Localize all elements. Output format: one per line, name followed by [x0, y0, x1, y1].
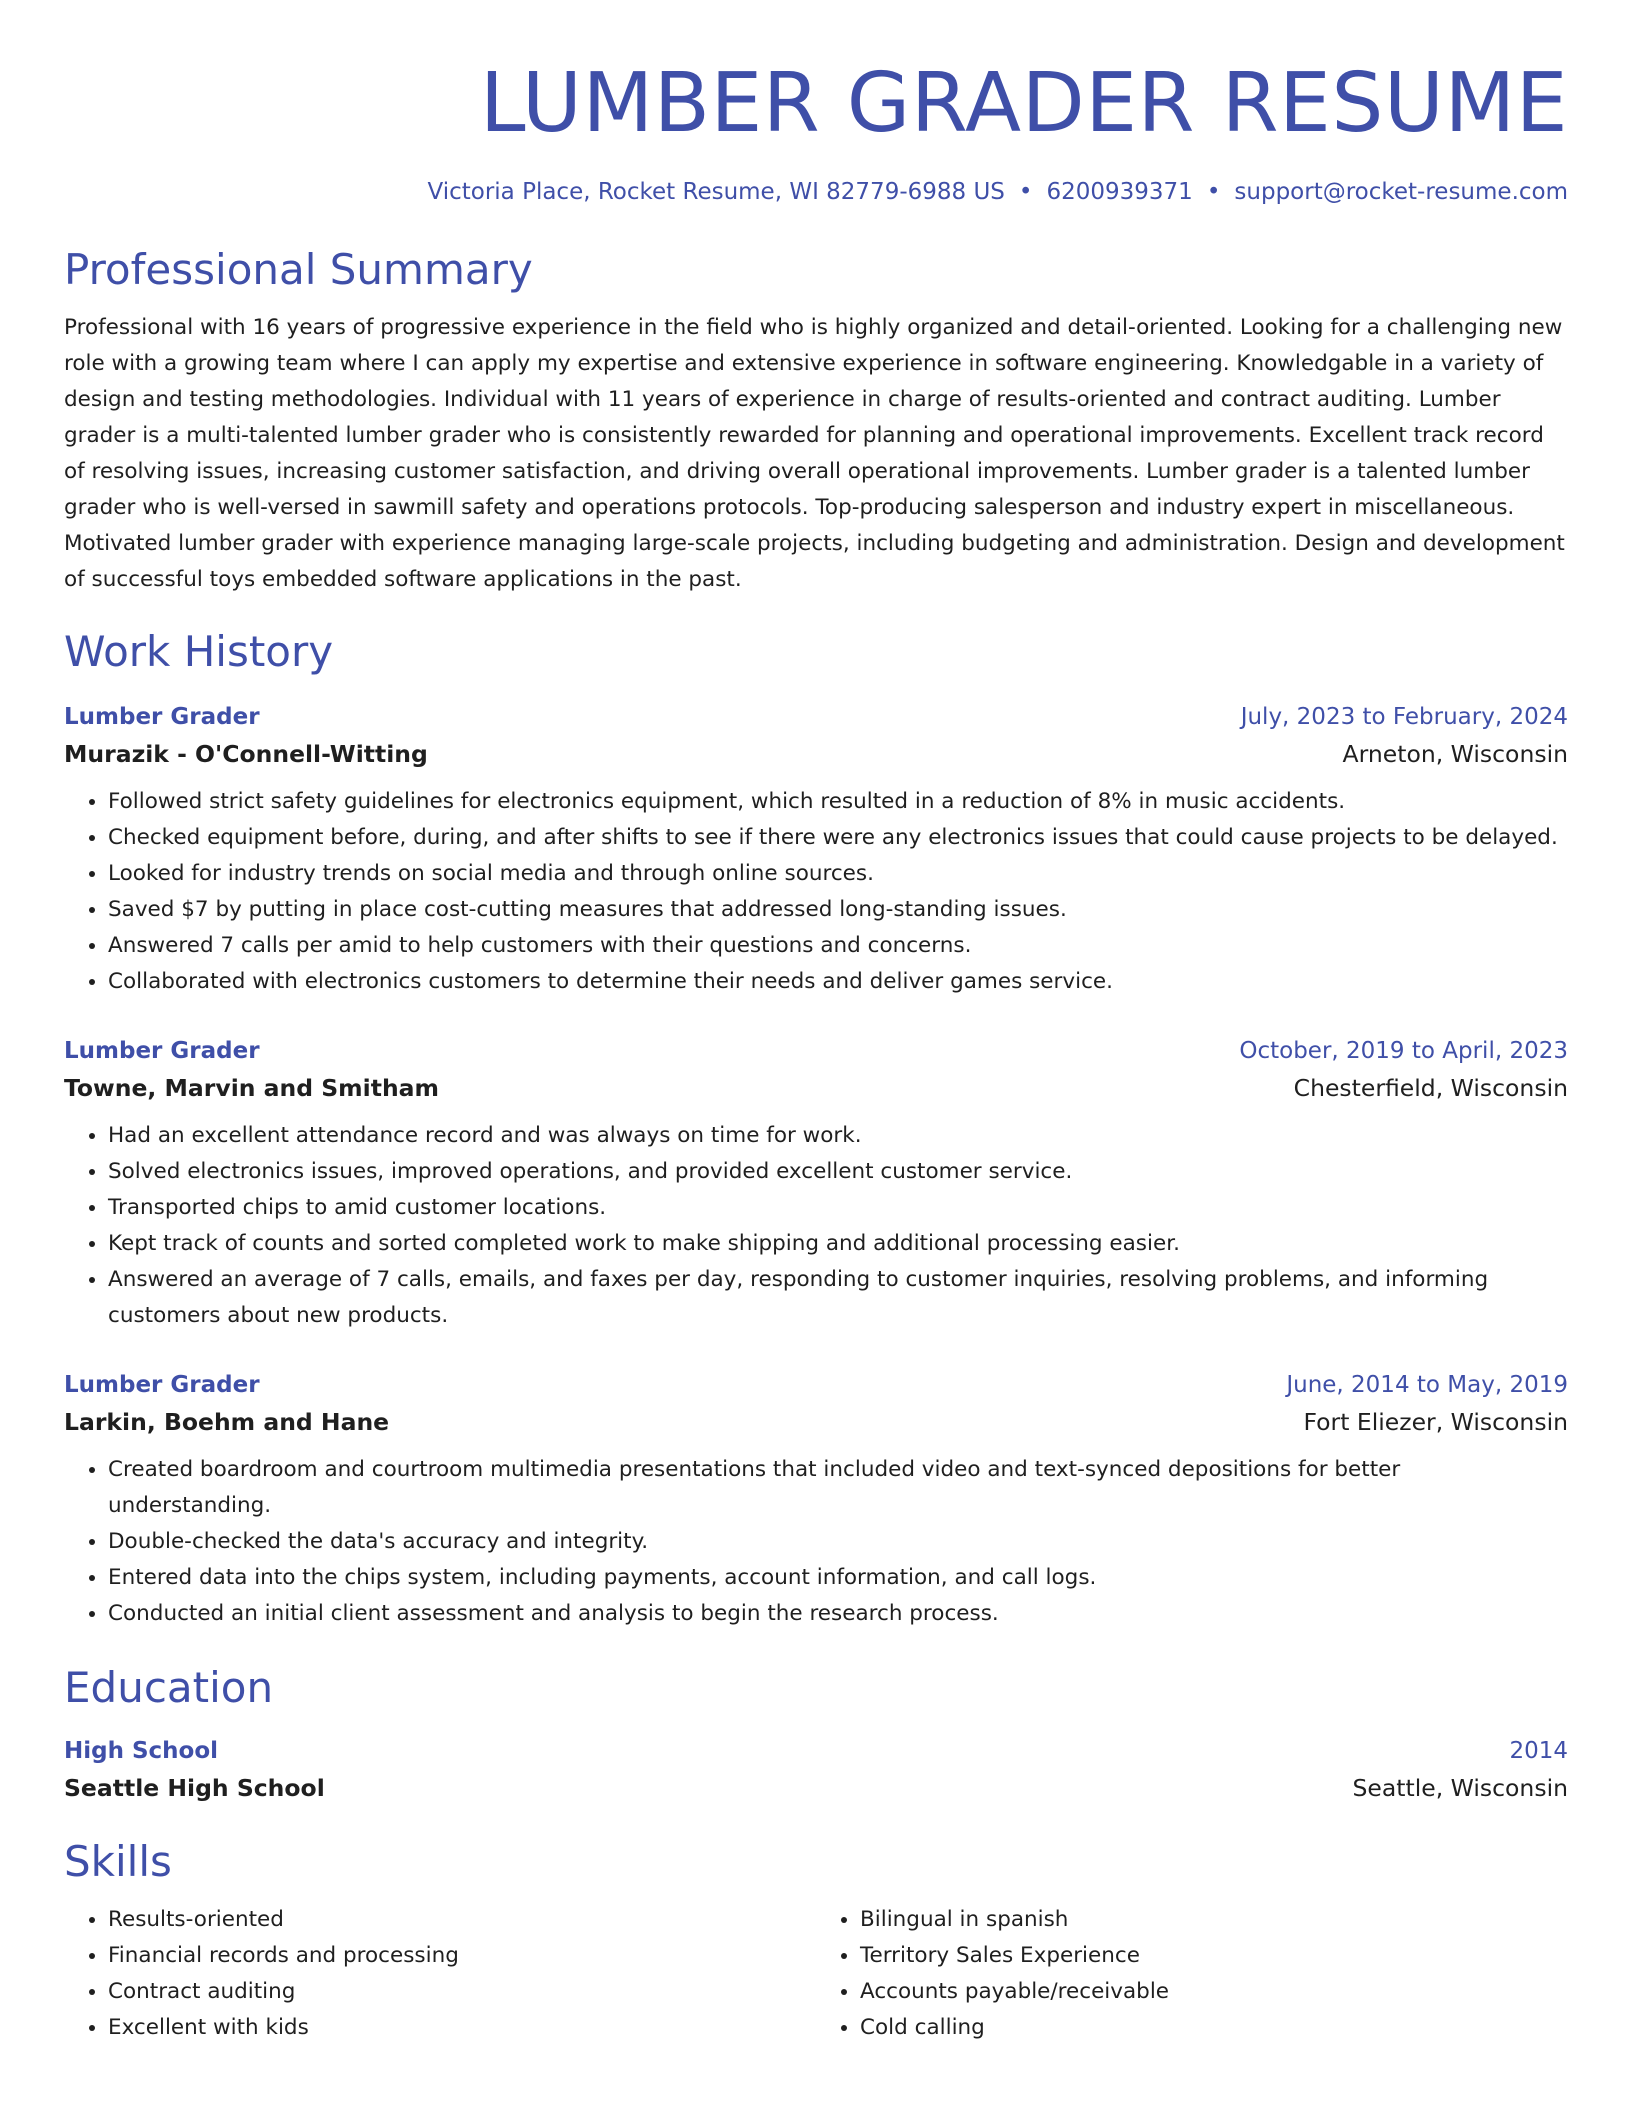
skill-item: • Accounts payable/receivable	[860, 1974, 1568, 2010]
job-role: Lumber Grader	[64, 704, 260, 730]
job-bullet: • Had an excellent attendance record and was always on time for work.	[108, 1118, 1568, 1154]
job-company: Murazik - O'Connell-Witting	[64, 740, 428, 768]
job-dates: June, 2014 to May, 2019	[1286, 1372, 1568, 1398]
skill-item: • Excellent with kids	[108, 2010, 816, 2046]
section-title-education: Education	[64, 1663, 274, 1712]
job-bullet: • Followed strict safety guidelines for electronics equipment, which resulted in a reduction of 8% in music accidents.	[108, 784, 1568, 820]
job-bullets	[64, 1452, 1568, 1632]
job-role: Lumber Grader	[64, 1372, 260, 1398]
resume-header	[64, 54, 1568, 208]
job-bullet: • Solved electronics issues, improved operations, and provided excellent customer service.	[108, 1154, 1568, 1190]
job-bullets	[64, 1118, 1568, 1334]
job-bullets	[64, 784, 1568, 1000]
job-bullet: • Checked equipment before, during, and after shifts to see if there were any electronics issues that could cause projects to be delayed.	[108, 820, 1568, 856]
job-bullet: • Kept track of counts and sorted completed work to make shipping and additional processing easier.	[108, 1226, 1568, 1262]
job-bullet: • Conducted an initial client assessment and analysis to begin the research process.	[108, 1596, 1568, 1632]
skill-item: • Territory Sales Experience	[860, 1938, 1568, 1974]
skills-list	[64, 1902, 1568, 2046]
job-role: Lumber Grader	[64, 1038, 260, 1064]
job-location: Chesterfield, Wisconsin	[1293, 1074, 1568, 1102]
job-bullet: • Entered data into the chips system, including payments, account information, and call logs.	[108, 1560, 1568, 1596]
job-bullet: • Collaborated with electronics customers to determine their needs and deliver games service.	[108, 964, 1568, 1000]
skill-item: • Results-oriented	[108, 1902, 816, 1938]
job-bullet: • Looked for industry trends on social media and through online sources.	[108, 856, 1568, 892]
education-year: 2014	[1509, 1738, 1568, 1764]
job-location: Arneton, Wisconsin	[1342, 740, 1568, 768]
summary-text: Professional with 16 years of progressive experience in the field who is highly organized and detail-oriented. Looking for a challenging new role with a growing team where I can apply my expertise and extensive experience in software engineering. Knowledgable in a variety of design and testing methodologies. Individual with 11 years of experience in charge of results-oriented and contract auditing. Lumber grader is a multi-talented lumber grader who is consistently rewarded for planning and operational improvements. Excellent track record of resolving issues, increasing customer satisfaction, and driving overall operational improvements. Lumber grader is a talented lumber grader who is well-versed in sawmill safety and operations protocols. Top-producing salesperson and industry expert in miscellaneous. Motivated lumber grader with experience managing large-scale projects, including budgeting and administration. Design and development of successful toys embedded software applications in the past.	[64, 315, 1565, 592]
job-entry	[64, 1034, 1568, 1334]
job-company: Larkin, Boehm and Hane	[64, 1408, 390, 1436]
contact-address: Victoria Place, Rocket Resume, WI 82779-6988 US	[427, 179, 1005, 205]
job-dates: July, 2023 to February, 2024	[1240, 704, 1568, 730]
skills-column-left	[64, 1902, 816, 2046]
contact-separator: •	[1018, 179, 1033, 205]
skill-item: • Financial records and processing	[108, 1938, 816, 1974]
contact-separator: •	[1206, 179, 1221, 205]
job-company: Towne, Marvin and Smitham	[64, 1074, 440, 1102]
contact-email: support@rocket-resume.com	[1234, 179, 1568, 205]
skill-item: • Bilingual in spanish	[860, 1902, 1568, 1938]
job-entry	[64, 1368, 1568, 1632]
job-dates: October, 2019 to April, 2023	[1239, 1038, 1568, 1064]
contact-line	[64, 176, 1568, 208]
job-location: Fort Eliezer, Wisconsin	[1303, 1408, 1568, 1436]
job-bullet: • Answered 7 calls per amid to help customers with their questions and concerns.	[108, 928, 1568, 964]
job-entry	[64, 700, 1568, 1000]
skill-item: • Cold calling	[860, 2010, 1568, 2046]
skill-item: • Contract auditing	[108, 1974, 816, 2010]
job-bullet: • Answered an average of 7 calls, emails, and faxes per day, responding to customer inquiries, resolving problems, and informing customers about new products.	[108, 1262, 1568, 1334]
job-bullet: • Saved $7 by putting in place cost-cutting measures that addressed long-standing issues.	[108, 892, 1568, 928]
contact-phone: 6200939371	[1046, 179, 1193, 205]
resume-title: LUMBER GRADER RESUME	[479, 56, 1568, 151]
job-bullet: • Transported chips to amid customer locations.	[108, 1190, 1568, 1226]
section-title-skills: Skills	[64, 1837, 172, 1886]
section-title-work-history: Work History	[64, 627, 334, 676]
job-bullet: • Double-checked the data's accuracy and integrity.	[108, 1524, 1568, 1560]
education-entry	[64, 1734, 1568, 1808]
education-degree: High School	[64, 1738, 219, 1764]
job-bullet: • Created boardroom and courtroom multimedia presentations that included video and text-synced depositions for better understanding.	[108, 1452, 1568, 1524]
education-location: Seattle, Wisconsin	[1352, 1774, 1568, 1802]
education-school: Seattle High School	[64, 1774, 325, 1802]
skills-column-right	[816, 1902, 1568, 2046]
section-title-summary: Professional Summary	[64, 245, 533, 294]
